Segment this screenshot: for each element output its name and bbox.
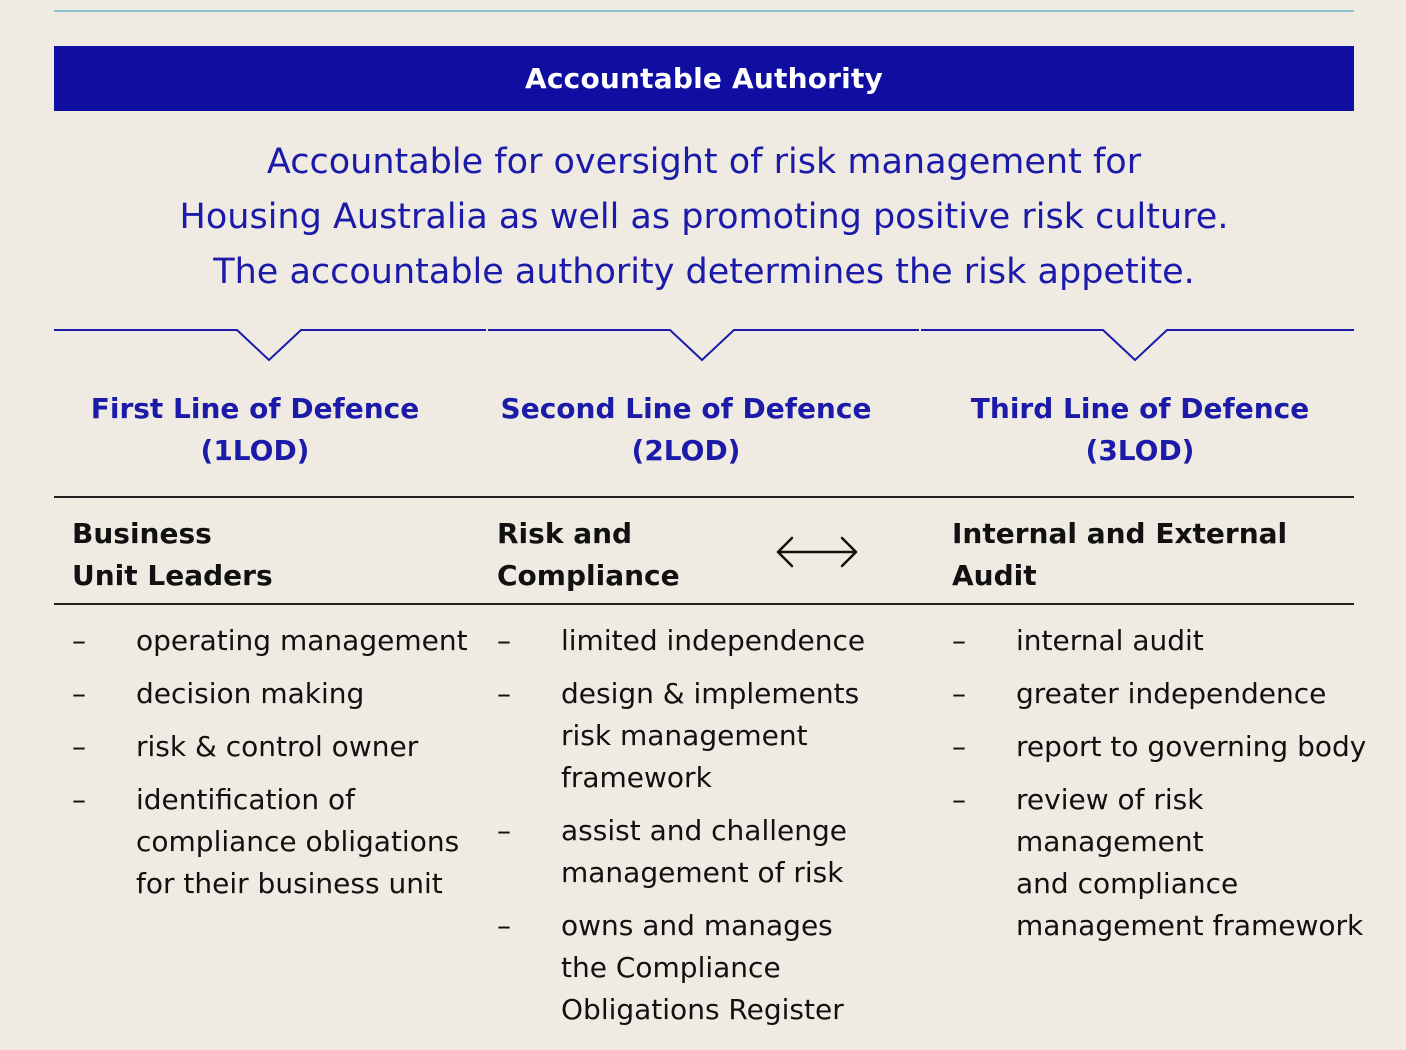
role-label: Business <box>72 517 212 550</box>
header-code: (2LOD) <box>631 434 741 467</box>
header-title: Third Line of Defence <box>970 392 1310 425</box>
list-item-text: owns and manages <box>561 909 833 942</box>
description-line: Accountable for oversight of risk management for <box>266 142 1142 182</box>
list-item-text: Obligations Register <box>561 993 844 1026</box>
list-item <box>497 673 917 799</box>
role-label: Unit Leaders <box>72 559 273 592</box>
header-code: (1LOD) <box>200 434 310 467</box>
dash-marker: – <box>497 814 511 847</box>
description-line: The accountable authority determines the risk appetite. <box>213 252 1195 292</box>
role-bottom-divider <box>54 603 1354 605</box>
list-item-text: operating management <box>136 624 468 657</box>
role-risk-and-compliance <box>497 513 680 597</box>
list-item-text: limited independence <box>561 624 866 657</box>
list-item <box>952 673 1402 715</box>
dash-marker: – <box>497 677 511 710</box>
list-item-text: report to governing body <box>1016 730 1367 763</box>
dash-marker: – <box>497 909 511 942</box>
list-item <box>497 810 917 894</box>
list-item-text: risk & control owner <box>136 730 419 763</box>
list-item-text: risk management <box>561 719 808 752</box>
role-top-divider <box>54 496 1354 498</box>
description-line: Housing Australia as well as promoting positive risk culture. <box>179 197 1229 237</box>
chevron-divider-1lod <box>54 330 486 360</box>
list-item <box>952 726 1402 768</box>
list-item <box>72 620 492 662</box>
dash-marker: – <box>952 677 966 710</box>
dash-marker: – <box>72 783 86 816</box>
role-internal-and-external-audit <box>952 513 1287 597</box>
list-item-text: management framework <box>1016 909 1364 942</box>
list-item <box>72 779 492 905</box>
list-item-text: management <box>1016 825 1204 858</box>
list-item <box>952 779 1402 947</box>
list-item-text: identification of <box>136 783 355 816</box>
chevron-divider-2lod <box>488 330 919 360</box>
list-item-text: compliance obligations <box>136 825 460 858</box>
header-title: Second Line of Defence <box>500 392 872 425</box>
role-label: Internal and External <box>952 517 1288 550</box>
double-headed-arrow-icon <box>772 533 862 571</box>
third-line-responsibilities <box>952 620 1402 958</box>
dash-marker: – <box>497 624 511 657</box>
dash-marker: – <box>72 624 86 657</box>
header-second-line-of-defence <box>486 388 886 472</box>
list-item <box>497 905 917 1031</box>
header-first-line-of-defence <box>54 388 456 472</box>
list-item-text: the Compliance <box>561 951 781 984</box>
header-third-line-of-defence <box>940 388 1340 472</box>
first-line-responsibilities <box>72 620 492 916</box>
list-item-text: review of risk <box>1016 783 1204 816</box>
list-item-text: design & implements <box>561 677 860 710</box>
role-label: Compliance <box>497 559 680 592</box>
list-item-text: and compliance <box>1016 867 1239 900</box>
header-title: First Line of Defence <box>90 392 420 425</box>
list-item-text: framework <box>561 761 712 794</box>
dash-marker: – <box>952 730 966 763</box>
list-item <box>72 673 492 715</box>
role-label: Risk and <box>497 517 633 550</box>
list-item <box>72 726 492 768</box>
role-label: Audit <box>952 559 1037 592</box>
list-item-text: greater independence <box>1016 677 1327 710</box>
list-item-text: management of risk <box>561 856 844 889</box>
dash-marker: – <box>952 783 966 816</box>
banner-title: Accountable Authority <box>524 62 884 95</box>
second-line-responsibilities <box>497 620 917 1042</box>
dash-marker: – <box>952 624 966 657</box>
list-item-text: internal audit <box>1016 624 1204 657</box>
list-item-text: assist and challenge <box>561 814 847 847</box>
role-business-unit-leaders <box>72 513 273 597</box>
chevron-divider-3lod <box>921 330 1354 360</box>
header-code: (3LOD) <box>1085 434 1195 467</box>
list-item <box>497 620 917 662</box>
chevron-dividers <box>0 0 1406 400</box>
list-item-text: decision making <box>136 677 365 710</box>
list-item-text: for their business unit <box>136 867 443 900</box>
dash-marker: – <box>72 730 86 763</box>
list-item <box>952 620 1402 662</box>
dash-marker: – <box>72 677 86 710</box>
